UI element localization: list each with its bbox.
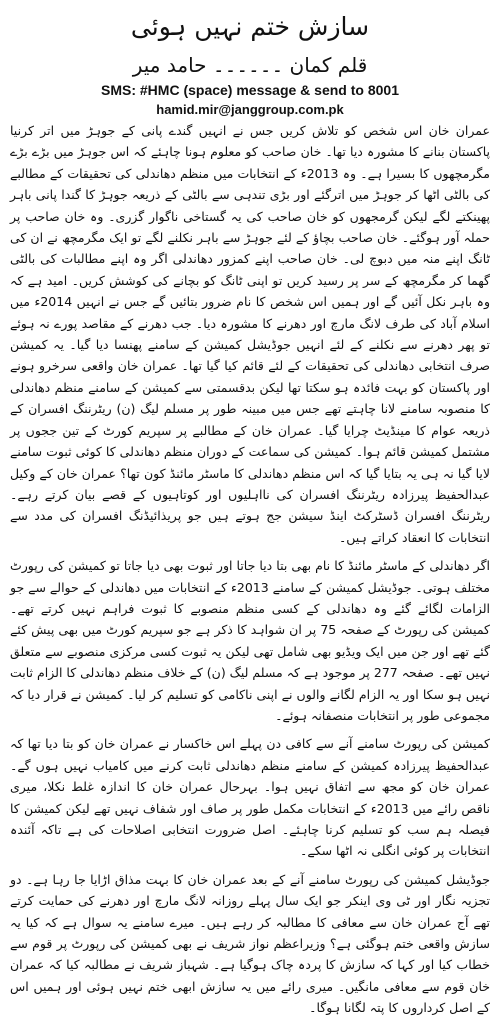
article-paragraph: اگر دھاندلی کے ماسٹر مائنڈ کا نام بھی بتا دیا جاتا اور ثبوت بھی دیا جاتا تو کمیشن کی رپورٹ مختلف ہوتی۔ جوڈیشل کمیشن کے سامنے 2013ء کے انتخابات میں دھاندلی کے حوالے سے جو الزامات لگائے گئے وہ دھاندلی کے کسی منظم منصوبے کا ثبوت فراہم نہیں کرتے تھے۔ کمیشن کی رپورٹ کے صفحہ 75 پر ان شواہد کا ذکر ہے جو سپریم کورٹ میں بھی پیش کئے گئے تھے اور جن میں ایک ویڈیو بھی شامل تھی لیکن یہ ثبوت کسی مرکزی منصوبے سے متعلق نہیں تھے۔ صفحہ 277 پر موجود ہے کہ مسلم لیگ (ن) کے خلاف منظم دھاندلی کا الزام ثابت نہیں ہو سکا اور یہ الزام لگانے والوں نے اپنی ناکامی کو تسلیم کر لیا۔ کمیشن نے قرار دیا کہ مجموعی طور پر انتخابات منصفانہ ہوئے۔ (10, 558, 490, 723)
article-body (10, 120, 491, 1016)
column-byline: قلم کمان ۔۔۔۔۔۔ حامد میر (132, 53, 368, 77)
article-paragraph: عمران خان اس شخص کو تلاش کریں جس نے انہیں گندے پانی کے جوہڑ میں اتر کرنیا پاکستان بنانے کا مشورہ دیا تھا۔ خان صاحب کو معلوم ہونا چاہئے کہ اس جوہڑ میں بڑے بڑے مگرمچھوں کا بسیرا ہے۔ وہ 2013ء کے انتخابات میں منظم دھاندلی کی تحقیقات کے مطالبے کی بالٹی اٹھا کر جوہڑ میں اترگئے اور بڑی تندہی سے بالٹی کے ذریعہ جوہڑ کا گندا پانی باہر پھینکتے لگے لیکن گرمجھوں کو خان صاحب کی یہ گستاخی ناگوار گزری۔ وہ خان صاحب پر حملہ آور ہوگئے۔ خان صاحب بچاؤ کے لئے جوہڑ سے باہر نکلنے لگے تو ایک مگرمچھ نے ان کی ٹانگ اپنے منہ میں دبوچ لی۔ خان صاحب اپنے کمزور دھاندلی اگر وہ اپنے مطالبات کی بالٹی گھما کر مگرمچھ کے سر پر رسید کریں تو اپنی ٹانگ کو بچانے کی کوشش کریں۔ امید ہے کہ وہ باہر نکل آئیں گے اور ہمیں اس شخص کا نام ضرور بتائیں گے جس نے انہیں 2014ء میں اسلام آباد کی طرف لانگ مارچ اور دھرنے کا مشورہ دیا۔ جب دھرنے کے مقاصد پورے نہ ہوئے تو پھر دھرنے سے نکلنے کے لئے انہیں جوڈیشل کمیشن کے سامنے پھنسا دیا گیا۔ یہ کمیشن صرف انتخابی دھاندلی کی تحقیقات کے لئے قائم کیا گیا تھا۔ عمران خان واقعی سرخرو ہونے اور پاکستان کو بہت فائدہ ہو سکتا تھا لیکن بدقسمتی سے کمیشن کے سامنے منظم دھاندلی کا منصوبہ سامنے لانا چاہتے تھے جس میں مبینہ طور پر مسلم لیگ (ن) ریٹرننگ افسران کے ذریعہ عوام کا مینڈیٹ چرایا گیا۔ عمران خان کے مطالبے پر سپریم کورٹ کے تین ججوں پر مشتمل کمیشن قائم ہوا۔ کمیشن کی سماعت کے دوران منظم دھاندلی کا کوئی ثبوت سامنے لایا گیا نہ ہی یہ بتایا گیا کہ اس منظم دھاندلی کا ماسٹر مائنڈ کون تھا؟ عمران خان کے وکیل عبدالحفیظ پیرزادہ ریٹرننگ افسران کی نااہلیوں اور کوتاہیوں کے قصے بیان کرتے رہے۔ ریٹرننگ افسران ڈسٹرکٹ اینڈ سیشن جج ہوتے ہیں جو پریذائیڈنگ افسران کی مدد سے انتخابات کا انعقاد کراتے ہیں۔ (10, 123, 491, 545)
article-paragraph: کمیشن کی رپورٹ سامنے آنے سے کافی دن پہلے اس خاکسار نے عمران خان کو بتا دیا تھا کہ عبدالحفیظ پیرزادہ کمیشن کے سامنے منظم دھاندلی ثابت کرنے میں کامیاب نہیں ہوں گے۔ عمران خان کو مجھ سے اتفاق نہیں ہوا۔ بہرحال عمران خان کا اندازہ غلط نکلا، میری ناقص رائے میں 2013ء کے انتخابات مکمل طور پر صاف اور شفاف نہیں تھے لیکن کمیشن کا فیصلہ ہم سب کو تسلیم کرنا چاہئے۔ اصل ضرورت انتخابی اصلاحات کی ہے تاکہ آئندہ انتخابات پر کوئی انگلی نہ اٹھا سکے۔ (10, 736, 491, 859)
author-email: hamid.mir@janggroup.com.pk (156, 102, 344, 117)
column-header (10, 10, 490, 120)
article-paragraph: جوڈیشل کمیشن کی رپورٹ سامنے آنے کے بعد عمران خان کا بہت مذاق اڑایا جا رہا ہے۔ دو تجزیہ نگار اور ٹی وی اینکر جو ایک سال پہلے روزانہ لانگ مارچ اور دھرنے کی حمایت کرتے تھے آج عمران خان سے معافی کا مطالبہ کر رہے ہیں۔ میرے سامنے یہ سوال ہے کہ کیا یہ سازش واقعی ختم ہوگئی ہے؟ وزیراعظم نواز شریف نے بھی کمیشن کی رپورٹ پر قوم سے خطاب کیا اور کہا کہ سازش کا پردہ چاک ہوگیا ہے۔ شہباز شریف نے مطالبہ کیا کہ عمران خان قوم سے معافی مانگیں۔ میری رائے میں یہ سازش ابھی ختم نہیں ہوئی اور ہمیں اس کے اصل کرداروں کا پتہ لگانا ہوگا۔ (10, 871, 490, 1016)
sms-instruction: SMS: #HMC (space) message & send to 8001 (101, 82, 399, 98)
page-title: سازش ختم نہیں ہوئی (130, 12, 370, 41)
